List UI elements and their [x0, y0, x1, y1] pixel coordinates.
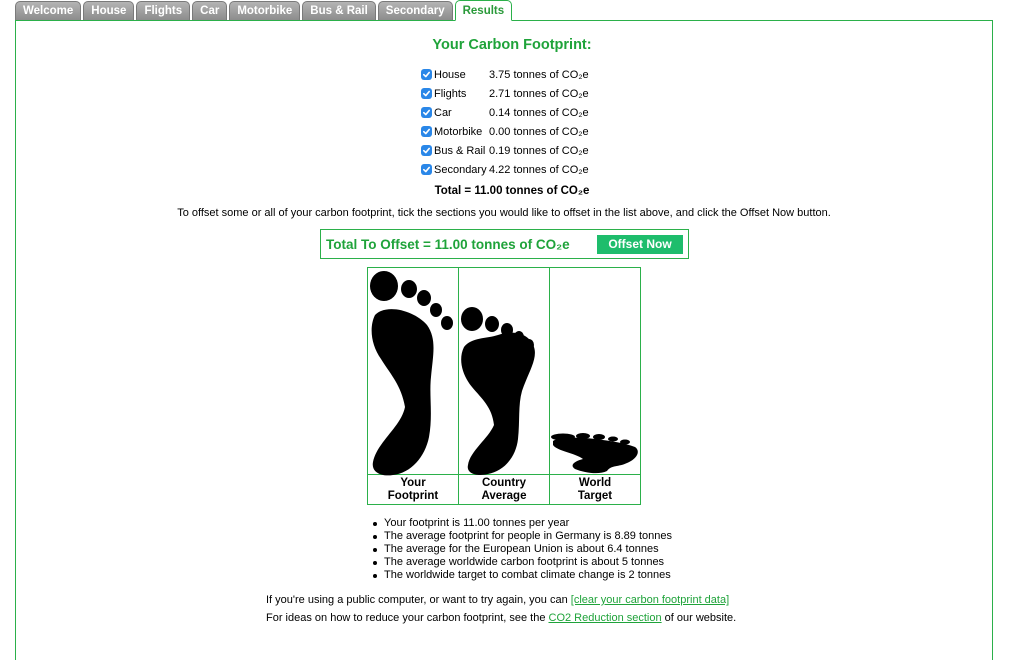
- section-value: 3.75 tonnes of CO₂e: [489, 68, 589, 81]
- label-world-target: [550, 477, 640, 503]
- footprint-facts: [384, 517, 672, 582]
- reduction-note: [266, 612, 736, 624]
- section-list: [419, 65, 589, 179]
- tab-bus-rail[interactable]: Bus & Rail: [302, 1, 376, 20]
- label-line: Country: [481, 477, 527, 489]
- footprint-graphic: [367, 267, 641, 505]
- label-line: Footprint: [387, 490, 439, 502]
- tab-results[interactable]: Results: [455, 0, 513, 21]
- checkbox-secondary[interactable]: [421, 164, 432, 175]
- label-your-footprint: [368, 477, 458, 503]
- checkbox-house[interactable]: [421, 69, 432, 80]
- tab-car[interactable]: Car: [192, 1, 227, 20]
- total-footprint: Total = 11.00 tonnes of CO₂e: [434, 185, 590, 197]
- section-label: Secondary: [434, 163, 487, 176]
- label-line: Your: [400, 477, 426, 489]
- section-row-motorbike: [419, 122, 589, 141]
- checkbox-motorbike[interactable]: [421, 126, 432, 137]
- country-average-footprint-icon: [461, 307, 535, 475]
- section-label: House: [434, 68, 466, 81]
- reduction-tail: of our website.: [661, 612, 737, 624]
- clear-data-text: If you're using a public computer, or want to try again, you can: [266, 594, 571, 606]
- page-title: Your Carbon Footprint:: [432, 37, 592, 53]
- total-to-offset: Total To Offset = 11.00 tonnes of CO₂e: [326, 236, 570, 252]
- section-row-flights: [419, 84, 589, 103]
- section-value: 0.19 tonnes of CO₂e: [489, 144, 589, 157]
- world-target-footprint-icon: [551, 433, 638, 473]
- section-value: 0.00 tonnes of CO₂e: [489, 125, 589, 138]
- reduction-text: For ideas on how to reduce your carbon footprint, see the: [266, 612, 549, 624]
- offset-instructions: To offset some or all of your carbon footprint, tick the sections you would like to offset in the list above, and click the Offset Now button.: [177, 207, 831, 219]
- offset-box: [320, 229, 689, 259]
- tab-house[interactable]: House: [83, 1, 134, 20]
- tab-motorbike[interactable]: Motorbike: [229, 1, 300, 20]
- label-country-average: [459, 477, 549, 503]
- footprint-comparison: [367, 267, 641, 505]
- label-line: World: [578, 477, 612, 489]
- section-label: Car: [434, 106, 452, 119]
- list-item: The average worldwide carbon footprint is about 5 tonnes: [384, 556, 672, 569]
- list-item: Your footprint is 11.00 tonnes per year: [384, 517, 672, 530]
- section-row-bus-rail: [419, 141, 589, 160]
- section-label: Motorbike: [434, 125, 483, 138]
- offset-now-button[interactable]: Offset Now: [597, 235, 683, 254]
- tab-bar: [15, 0, 514, 20]
- section-row-car: [419, 103, 589, 122]
- checkbox-car[interactable]: [421, 107, 432, 118]
- clear-data-note: [266, 594, 729, 606]
- your-footprint-icon: [370, 271, 453, 475]
- checkbox-bus-rail[interactable]: [421, 145, 432, 156]
- list-item: The worldwide target to combat climate change is 2 tonnes: [384, 569, 671, 581]
- label-line: Target: [577, 490, 613, 502]
- tab-secondary[interactable]: Secondary: [378, 1, 453, 20]
- checkbox-flights[interactable]: [421, 88, 432, 99]
- co2-reduction-link[interactable]: CO2 Reduction section: [548, 612, 662, 624]
- list-item: The average footprint for people in Germany is 8.89 tonnes: [384, 530, 673, 542]
- section-label: Bus & Rail: [434, 144, 486, 157]
- section-row-secondary: [419, 160, 589, 179]
- tab-flights[interactable]: Flights: [136, 1, 190, 20]
- tab-welcome[interactable]: Welcome: [15, 1, 81, 20]
- section-value: 2.71 tonnes of CO₂e: [489, 87, 589, 100]
- section-label: Flights: [434, 87, 467, 100]
- label-line: Average: [481, 490, 527, 502]
- section-value: 4.22 tonnes of CO₂e: [489, 163, 589, 176]
- list-item: The average for the European Union is about 6.4 tonnes: [384, 543, 672, 556]
- section-value: 0.14 tonnes of CO₂e: [489, 106, 589, 119]
- clear-data-link[interactable]: [clear your carbon footprint data]: [570, 594, 730, 606]
- section-row-house: [419, 65, 589, 84]
